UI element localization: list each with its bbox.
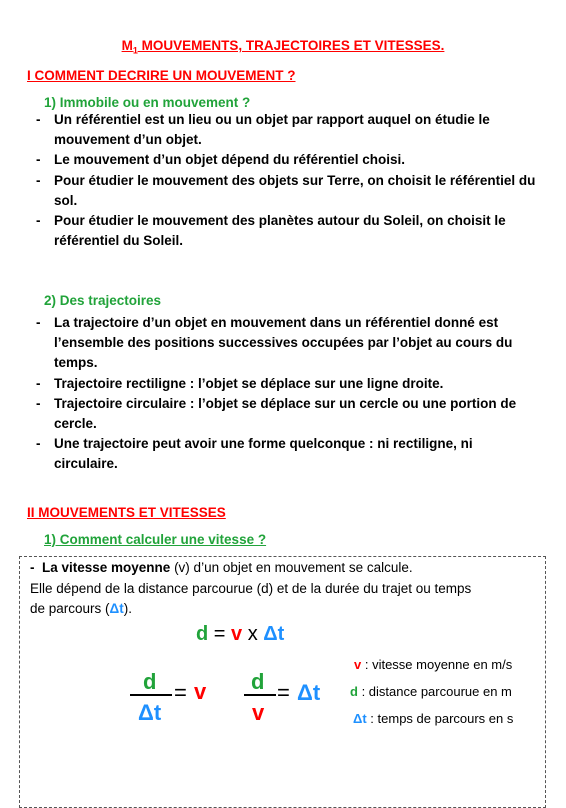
- legend-dt: [353, 711, 513, 726]
- list-item: - La trajectoire d’un objet en mouvement dans un référentiel donné est l’ensemble des positions successives occupées par l’objet au cours du temps.: [36, 315, 513, 371]
- definition-line-3-pre: de parcours (: [30, 601, 110, 616]
- list-item: - Un référentiel est un lieu ou un objet par rapport auquel on étudie le mouvement d’un objet.: [36, 112, 490, 148]
- definition-line-1-rest: (v) d’un objet en mouvement se calcule.: [170, 560, 413, 575]
- fraction-2-numerator: d: [251, 669, 265, 694]
- fraction-1-denominator: Δt: [138, 700, 162, 725]
- legend-v: [354, 657, 512, 672]
- section-1-heading: I COMMENT DECRIRE UN MOUVEMENT ?: [27, 68, 296, 83]
- section-1-sub-2-heading: 2) Des trajectoires: [44, 293, 162, 308]
- definition-term: La vitesse moyenne: [42, 560, 171, 575]
- page-title: [0, 38, 566, 56]
- list-item-text: Pour étudier le mouvement des objets sur Terre, on choisit le référentiel du sol.: [54, 172, 536, 208]
- title-subscript: 1: [132, 45, 138, 56]
- list-item: - Trajectoire rectiligne : l’objet se déplace sur une ligne droite.: [36, 375, 444, 391]
- formula-times: x: [247, 623, 258, 645]
- legend-dt-symbol: Δt: [353, 711, 367, 726]
- definition-dash: -: [30, 560, 42, 575]
- list-item: - Pour étudier le mouvement des planètes autour du Soleil, on choisit le référentiel du Soleil.: [36, 213, 506, 249]
- list-item-text: Un référentiel est un lieu ou un objet par rapport auquel on étudie le mouvement d’un objet.: [54, 112, 490, 148]
- fraction-2-equals: =: [277, 680, 290, 705]
- legend-v-text: : vitesse moyenne en m/s: [361, 657, 513, 672]
- legend-d-text: : distance parcourue en m: [357, 684, 512, 699]
- formula-main: [196, 623, 284, 646]
- definition-line-2: Elle dépend de la distance parcourue (d) et de la durée du trajet ou temps: [30, 580, 472, 596]
- definition-line-3: [30, 599, 540, 620]
- legend-d: [350, 684, 512, 699]
- fraction-1-numerator: d: [143, 669, 157, 694]
- list-item-text: La trajectoire d’un objet en mouvement dans un référentiel donné est l’ensemble des positions successives occupées par l’objet au cours du temps.: [54, 315, 513, 371]
- section-1-sub-2-list: [36, 313, 536, 475]
- list-item: - Une trajectoire peut avoir une forme quelconque : ni rectiligne, ni circulaire.: [36, 436, 473, 472]
- list-item-text: Pour étudier le mouvement des planètes autour du Soleil, on choisit le référentiel du Soleil.: [54, 213, 506, 249]
- formula-d: d: [196, 623, 209, 645]
- definition-text: [30, 558, 540, 620]
- delta-t-symbol: Δt: [109, 601, 124, 616]
- list-item-text: Trajectoire circulaire : l’objet se déplace sur un cercle ou une portion de cercle.: [54, 395, 517, 432]
- list-item-text: Une trajectoire peut avoir une forme quelconque : ni rectiligne, ni circulaire.: [54, 436, 473, 472]
- definition-line-1: [30, 558, 540, 579]
- definition-line-3-post: ).: [123, 601, 132, 616]
- legend-d-symbol: d: [350, 684, 358, 699]
- list-item: - Trajectoire circulaire : l’objet se déplace sur un cercle ou une portion de cercle.: [36, 395, 517, 432]
- fraction-2-denominator: v: [252, 700, 265, 725]
- fraction-2-bar: [244, 694, 276, 696]
- list-item-text: Le mouvement d’un objet dépend du référentiel choisi.: [54, 152, 406, 168]
- legend-dt-text: : temps de parcours en s: [366, 711, 514, 726]
- fraction-1-equals: =: [174, 680, 187, 705]
- section-2-heading: II MOUVEMENTS ET VITESSES: [27, 505, 226, 520]
- formula-equals: =: [213, 623, 226, 645]
- title-text: MOUVEMENTS, TRAJECTOIRES ET VITESSES.: [137, 38, 445, 53]
- formula-v: v: [231, 623, 243, 645]
- legend-v-symbol: v: [354, 657, 362, 672]
- title-prefix: M: [121, 38, 133, 53]
- fraction-1-bar: [130, 694, 172, 696]
- section-2-sub-1-heading: 1) Comment calculer une vitesse ?: [44, 532, 267, 547]
- list-item: - Le mouvement d’un objet dépend du référentiel choisi.: [36, 152, 406, 168]
- list-item: - Pour étudier le mouvement des objets sur Terre, on choisit le référentiel du sol.: [36, 172, 536, 208]
- list-item-text: Trajectoire rectiligne : l’objet se déplace sur une ligne droite.: [54, 375, 444, 391]
- formula-dt: Δt: [263, 623, 285, 645]
- fraction-1-result: v: [194, 679, 207, 704]
- section-1-sub-1-list: [36, 110, 536, 251]
- fraction-2-result: Δt: [297, 680, 321, 705]
- section-1-sub-1-heading: 1) Immobile ou en mouvement ?: [44, 95, 251, 110]
